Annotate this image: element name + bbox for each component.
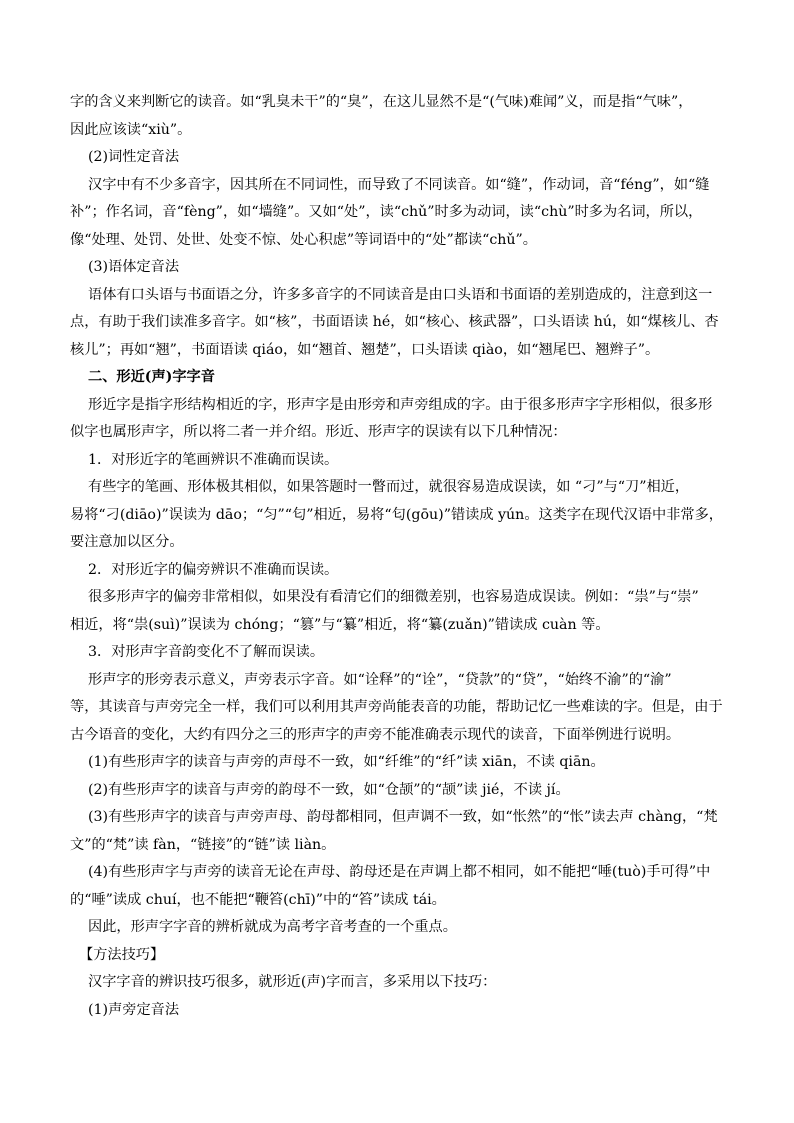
paragraph-line: 很多形声字的偏旁非常相似，如果没有看清它们的细微差别，也容易造成误读。例如：“祟”与“崇” xyxy=(88,589,699,605)
document-body xyxy=(70,89,724,1024)
body-line: 似字也属形声字，所以将二者一并介绍。形近、形声字的误读有以下几种情况： xyxy=(70,424,567,440)
section-heading: 二、形近(声)字字音 xyxy=(88,369,215,385)
paragraph-line: 汉字字音的辨识技巧很多，就形近(声)字而言，多采用以下技巧： xyxy=(88,974,497,990)
example-line: (1)有些形声字的读音与声旁的声母不一致，如“纤维”的“纤”读 xiān，不读 qiān。 xyxy=(88,754,605,770)
paragraph-line: 有些字的笔画、形体极其相似，如果答题时一瞥而过，就很容易造成误读，如 “刁”与“刀”相近， xyxy=(88,479,690,495)
example-line: (3)有些形声字的读音与声旁声母、韵母都相同，但声调不一致，如“怅然”的“怅”读去声 chàng，“梵 xyxy=(88,809,718,825)
body-line: 像“处理、处罚、处世、处变不惊、处心积虑”等词语中的“处”都读“chǔ”。 xyxy=(70,231,537,248)
list-item-heading: 2．对形近字的偏旁辨识不准确而误读。 xyxy=(88,561,339,578)
body-line: 文”的“梵”读 fàn，“链接”的“链”读 liàn。 xyxy=(70,836,336,853)
method-heading: 【方法技巧】 xyxy=(79,946,165,963)
body-line: 的“唾”读成 chuí，也不能把“鞭笞(chī)”中的“笞”读成 tái。 xyxy=(70,891,446,908)
subsection-heading: (2)词性定音法 xyxy=(88,149,180,165)
paragraph-line: 语体有口头语与书面语之分，许多多音字的不同读音是由口头语和书面语的差别造成的，注意到这一 xyxy=(88,286,713,303)
list-item-heading: 3．对形声字音韵变化不了解而误读。 xyxy=(88,644,325,660)
body-line: 古今语音的变化，大约有四分之三的形声字的声旁不能准确表示现代的读音，下面举例进行说明。 xyxy=(70,726,681,743)
paragraph-line: 形近字是指字形结构相近的字，形声字是由形旁和声旁组成的字。由于很多形声字字形相似，很多形 xyxy=(88,396,713,413)
body-line: 核儿”；再如“翘”，书面语读 qiáo，如“翘首、翘楚”，口头语读 qiào，如“翘尾巴、翘辫子”。 xyxy=(70,341,660,358)
body-line: 等，其读音与声旁完全一样，我们可以利用其声旁尚能表音的功能，帮助记忆一些难读的字。但是，由于 xyxy=(70,699,723,715)
example-line: (2)有些形声字的读音与声旁的韵母不一致，如“仓颉”的“颉”读 jié，不读 jí。 xyxy=(88,781,570,798)
example-line: (4)有些形声字与声旁的读音无论在声母、韵母还是在声调上都不相同，如不能把“唾(tuò)手可得”中 xyxy=(88,864,711,880)
body-line: 补”；作名词，音“fèng”，如“墙缝”。又如“处”，读“chǔ”时多为动词，读“chù”时多为名词，所以， xyxy=(70,204,703,220)
paragraph-line: 形声字的形旁表示意义，声旁表示字音。如“诠释”的“诠”，“贷款”的“贷”，“始终不渝”的“渝” xyxy=(88,671,672,688)
body-line: 要注意加以区分。 xyxy=(70,534,184,550)
body-line: 字的含义来判断它的读音。如“乳臭未干”的“臭”，在这儿显然不是“(气味)难闻”义，而是指“气味”， xyxy=(70,94,693,110)
list-item-heading: 1．对形近字的笔画辨识不准确而误读。 xyxy=(88,451,339,468)
paragraph-line: 汉字中有不少多音字，因其所在不同词性，而导致了不同读音。如“缝”，作动词，音“féng”，如“缝 xyxy=(88,176,710,193)
paragraph-line: 因此，形声字字音的辨析就成为高考字音考查的一个重点。 xyxy=(88,919,457,935)
body-line: 因此应该读“xiù”。 xyxy=(70,121,192,138)
body-line: 相近，将“祟(suì)”误读为 chóng；“篡”与“纂”相近，将“纂(zuǎn)”错读成 cuàn 等。 xyxy=(70,616,610,633)
body-line: 点，有助于我们读准多音字。如“核”，书面语读 hé，如“核心、核武器”，口头语读 hú，如“煤核儿、杏 xyxy=(70,314,719,330)
subsection-heading: (1)声旁定音法 xyxy=(88,1001,180,1018)
body-line: 易将“刁(diāo)”误读为 dāo；“匀”“匂”相近，易将“匂(gōu)”错读成 yún。这类字在现代汉语中非常多， xyxy=(70,506,723,523)
subsection-heading: (3)语体定音法 xyxy=(88,259,180,275)
